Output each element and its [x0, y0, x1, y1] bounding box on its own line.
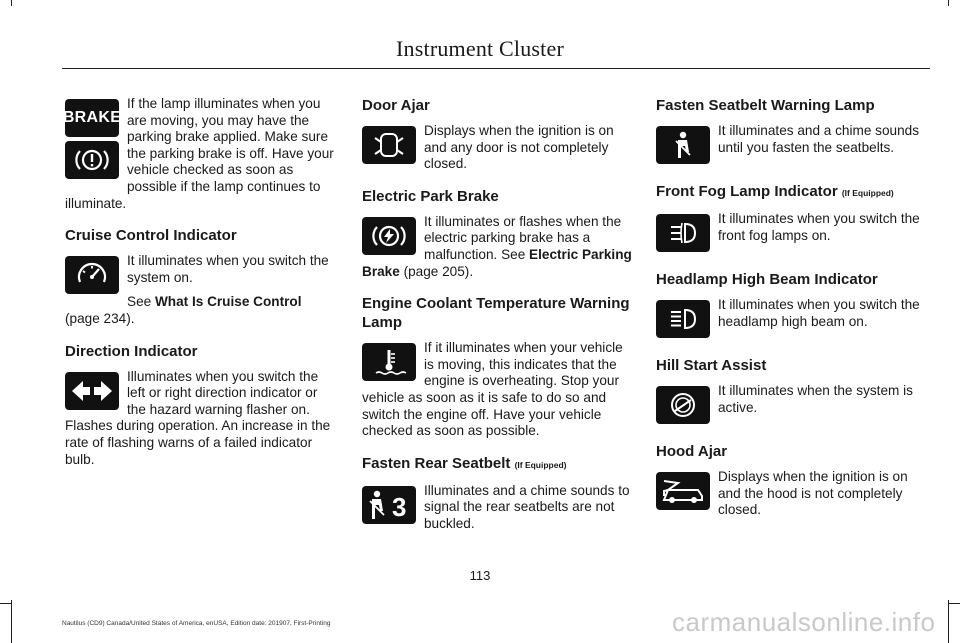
seatbelt-title: Fasten Seatbelt Warning Lamp: [656, 97, 875, 114]
crop-mark: [11, 0, 12, 6]
front-fog-lamp-icon: [656, 214, 710, 252]
cruise-see-also: See What Is Cruise Control (page 234).: [65, 294, 302, 326]
brake-text-icon: BRAKE: [65, 99, 119, 137]
coolant-section: [362, 294, 634, 440]
rear-seatbelt-title: Fasten Rear Seatbelt (If Equipped): [362, 454, 567, 472]
rear-seatbelt-section: [362, 454, 634, 533]
fog-title: Front Fog Lamp Indicator (If Equipped): [656, 183, 894, 200]
column-3: [656, 96, 928, 533]
header-divider: [62, 68, 930, 69]
crop-mark: [0, 603, 12, 604]
crop-mark: [948, 0, 949, 6]
footer-edition-info: Nautilus (CD9) Canada/United States of America, enUSA, Edition date: 201907, First-Printing: [62, 620, 331, 627]
crop-mark: [948, 600, 949, 643]
direction-description: Illuminates when you switch the left or right direction indicator or the hazard warning flasher on. Flashes during operation. An increase in the rate of flashing warns of a failed indicator bulb.: [65, 368, 331, 467]
seatbelt-description: It illuminates and a chime sounds until you fasten the seatbelts.: [718, 123, 919, 155]
hood-section: [656, 442, 928, 519]
column-2: [362, 96, 634, 547]
page-number: 113: [469, 568, 491, 583]
brake-warning-icon: [65, 141, 119, 179]
door-ajar-icon: [362, 126, 416, 164]
coolant-description: If it illuminates when your vehicle is moving, this indicates that the engine is overheating. Stop your vehicle as soon as it is safe to do so and switch the engine off. Have your vehicle checked as soon as possible.: [362, 340, 623, 439]
direction-title: Direction Indicator: [65, 342, 198, 360]
seatbelt-section: [656, 96, 928, 168]
hill-description: It illuminates when the system is active.: [718, 383, 913, 415]
hood-ajar-icon: [656, 472, 710, 510]
high-beam-section: [656, 270, 928, 342]
cruise-section: [65, 226, 337, 327]
cruise-reference-link[interactable]: What Is Cruise Control: [154, 294, 302, 310]
high-beam-description: It illuminates when you switch the headlamp high beam on.: [718, 297, 920, 329]
hood-description: Displays when the ignition is on and the hood is not completely closed.: [718, 469, 908, 518]
brake-icons: [62, 99, 122, 183]
brake-section: [62, 96, 337, 212]
hill-start-assist-icon: [656, 386, 710, 424]
hood-title: Hood Ajar: [656, 443, 728, 460]
electric-park-brake-icon: [362, 217, 416, 255]
cruise-control-icon: [65, 256, 119, 294]
coolant-title: Engine Coolant Temperature Warning Lamp: [362, 295, 630, 332]
fog-section: [656, 182, 928, 256]
rear-seatbelt-icon: [362, 486, 416, 524]
fog-description: It illuminates when you switch the front fog lamps on.: [718, 211, 920, 243]
cruise-title: Cruise Control Indicator: [65, 227, 237, 245]
direction-section: [65, 342, 337, 469]
door-title: Door Ajar: [362, 97, 430, 114]
seatbelt-icon: [656, 126, 710, 164]
high-beam-title: Headlamp High Beam Indicator: [656, 271, 878, 288]
door-description: Displays when the ignition is on and any door is not completely closed.: [424, 123, 614, 172]
page-header-title: Instrument Cluster: [396, 36, 564, 61]
cruise-description: It illuminates when you switch the system on.: [127, 253, 329, 285]
epb-section: [362, 187, 634, 280]
rear-seatbelt-digit: 3: [392, 491, 407, 521]
high-beam-icon: [656, 300, 710, 338]
door-section: [362, 96, 634, 173]
epb-title: Electric Park Brake: [362, 187, 499, 205]
crop-mark: [11, 600, 12, 643]
brake-description: If the lamp illuminates when you are moving, you may have the parking brake applied. Make sure the parking brake is off. Have your vehicle checked as soon as possible if the lamp continues to illuminate.: [65, 96, 334, 211]
hill-section: [656, 356, 928, 428]
watermark: carmanualsonline.info: [672, 607, 936, 637]
direction-arrows-icon: [65, 372, 119, 410]
epb-description: It illuminates or flashes when the electric parking brake has a malfunction. See Electric Parking Brake (page 205).: [362, 213, 632, 279]
epb-reference-link[interactable]: Electric Parking Brake: [362, 246, 632, 279]
column-1: [62, 96, 337, 482]
hill-title: Hill Start Assist: [656, 357, 767, 374]
coolant-temperature-icon: [362, 343, 416, 381]
crop-mark: [949, 603, 960, 604]
rear-seatbelt-description: Illuminates and a chime sounds to signal the rear seatbelts are not buckled.: [424, 482, 630, 531]
